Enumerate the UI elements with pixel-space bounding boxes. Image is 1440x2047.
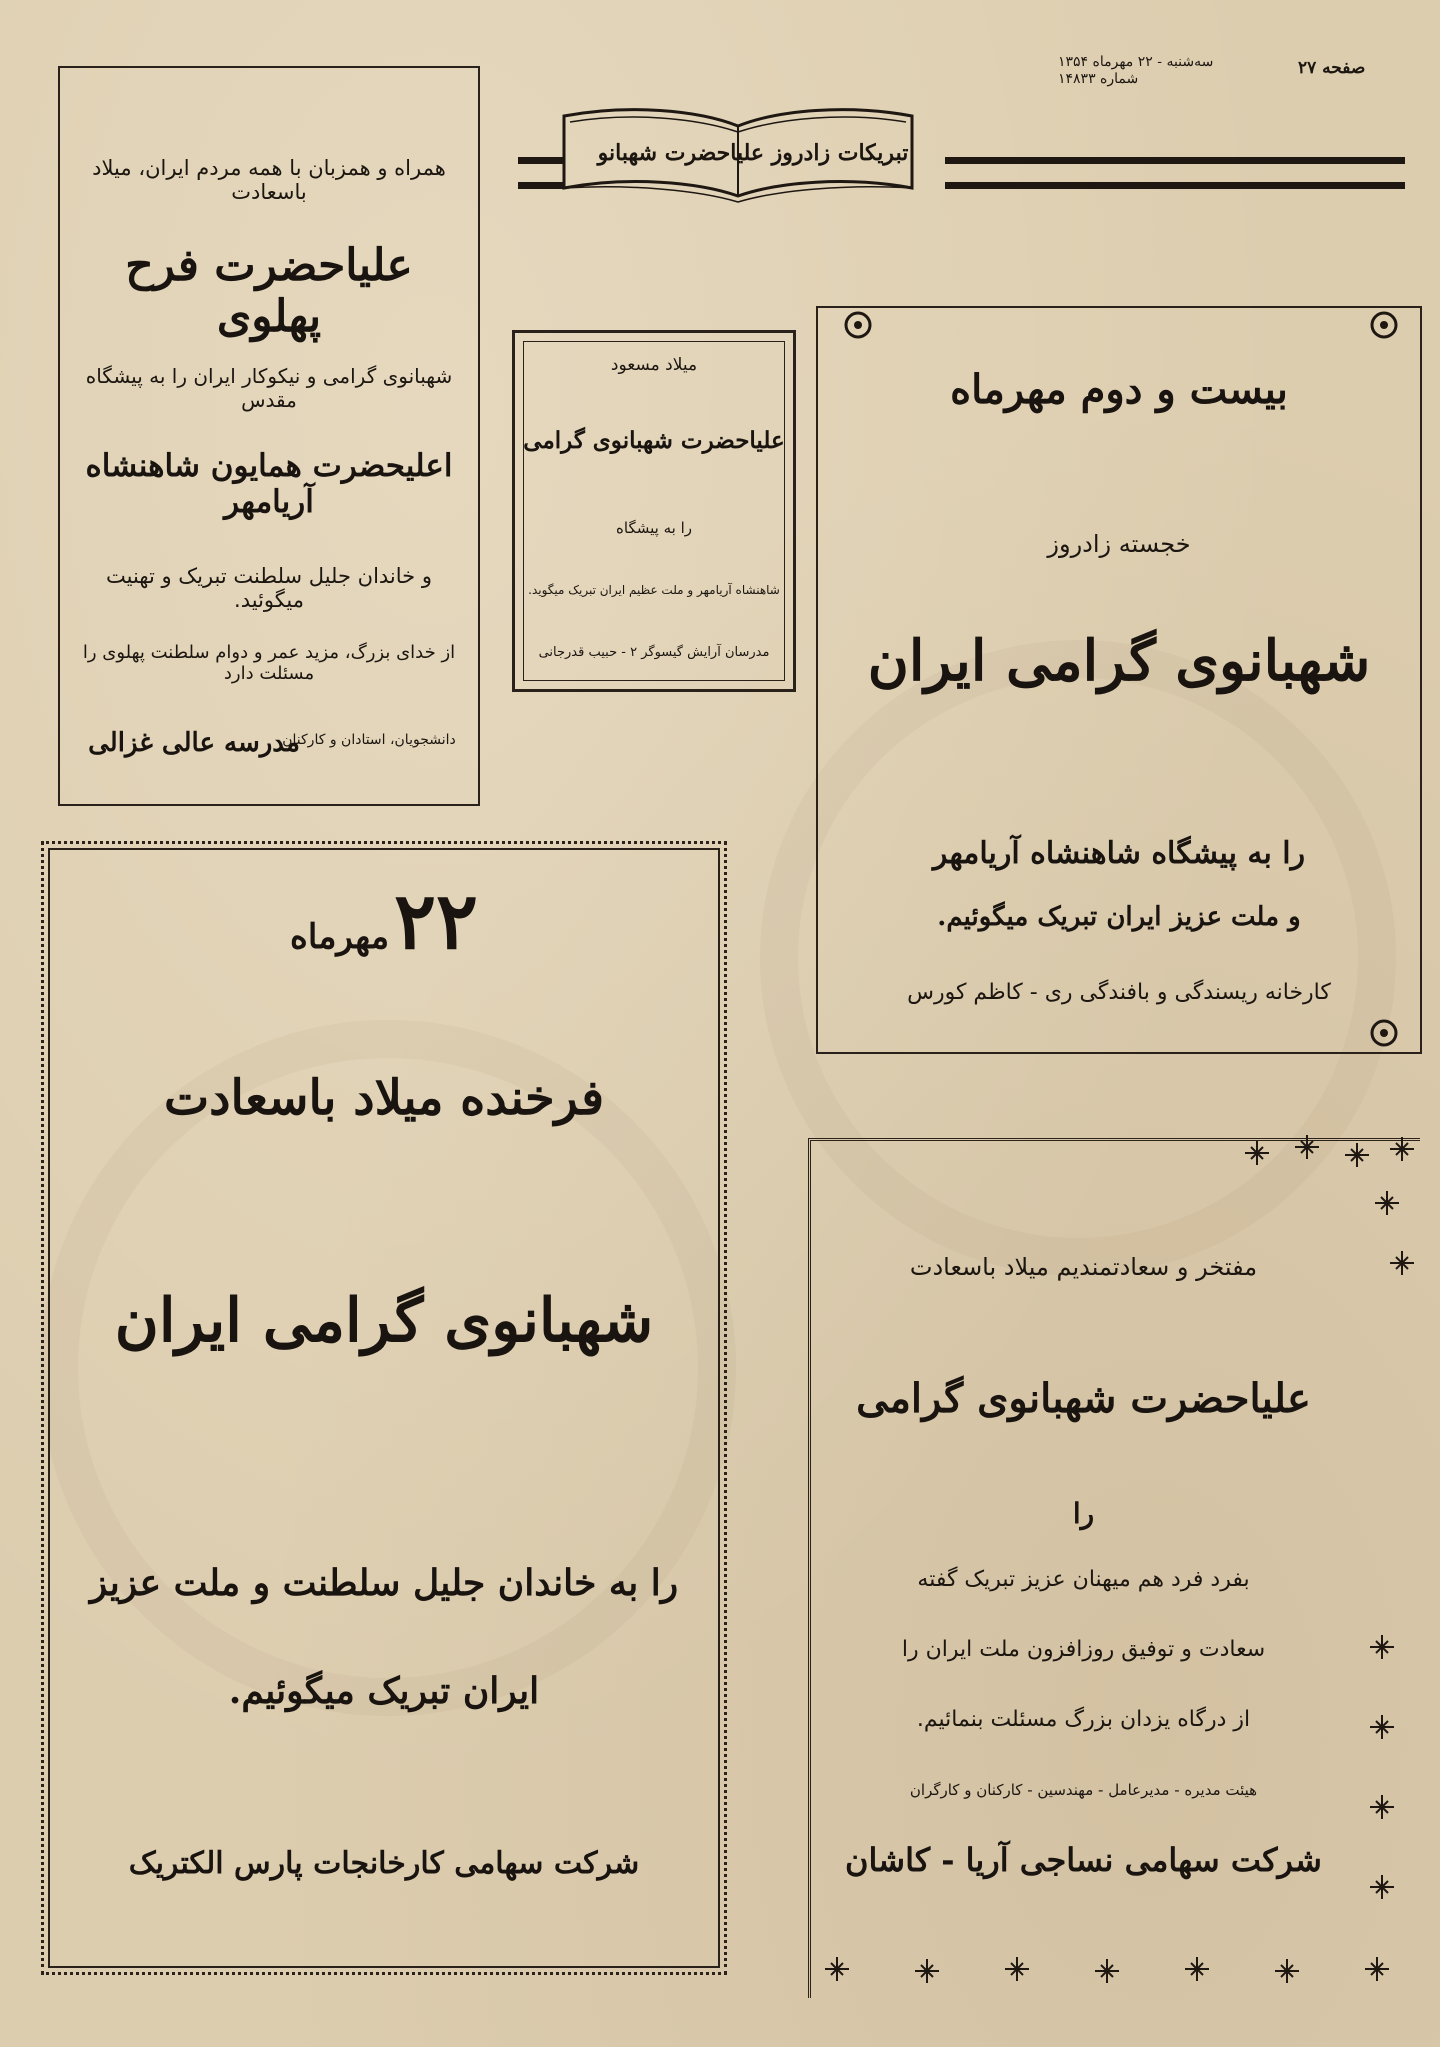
ad-ghazali-text-1: شهبانوی گرامی و نیکوکار ایران را به پیشگاه مقدس <box>85 364 453 412</box>
ad-pars-day-number: ۲۲ <box>394 876 478 967</box>
ad-arya-staff: هیئت مدیره - مدیرعامل - مهندسین - کارکنان و کارگران <box>909 1781 1258 1799</box>
ad-arya-company: شرکت سهامی نساجی آریا - کاشان <box>845 1841 1322 1879</box>
ad-arya-text-1: بفرد فرد هم میهنان عزیز تبریک گفته <box>917 1567 1250 1592</box>
flower-corner-ornament <box>828 300 888 350</box>
ad-ghazali-text-3: از خدای بزرگ، مزید عمر و دوام سلطنت پهلوی را مسئلت دارد <box>82 642 456 684</box>
ad-pars-electric <box>48 848 720 1968</box>
ad-ghazali-intro: همراه و همزبان با همه مردم ایران، میلاد باسعادت <box>92 156 446 204</box>
ad-rey-text-1: را به پیشگاه شاهنشاه آریامهر <box>932 836 1306 871</box>
ad-ghazali-shah-name: اعلیحضرت همایون شاهنشاه آریامهر <box>85 448 453 520</box>
ad-gerdjani-intro: میلاد مسعود <box>610 355 698 375</box>
ad-arya-ra: را <box>1072 1497 1095 1530</box>
ad-rey-textile <box>816 306 1422 1054</box>
ad-rey-text-2: و ملت عزیز ایران تبریک میگوئیم. <box>937 902 1301 932</box>
ad-pars-headline: شهبانوی گرامی ایران <box>114 1286 654 1356</box>
ad-ghazali-college <box>58 66 480 806</box>
ad-ghazali-text-2: و خاندان جلیل سلطنت تبریک و تهنیت میگوئید. <box>106 564 432 612</box>
ad-arya-intro: مفتخر و سعادتمندیم میلاد باسعادت <box>909 1253 1258 1281</box>
issue-date: سه‌شنبه - ۲۲ مهرماه ۱۳۵۴ <box>1058 54 1214 70</box>
ad-pars-date-line <box>66 876 702 967</box>
ad-gerdjani <box>512 330 796 692</box>
ad-arya-text-3: از درگاه یزدان بزرگ مسئلت بنمائیم. <box>916 1707 1251 1732</box>
flower-corner-ornament <box>1354 300 1414 350</box>
ad-ghazali-staff: دانشجویان، استادان و کارکنان <box>282 732 456 748</box>
snowflake-border-right <box>1351 1621 1421 1961</box>
ad-arya-text-2: سعادت و توفیق روزافزون ملت ایران را <box>901 1637 1266 1662</box>
ad-rey-signature: کارخانه ریسندگی و بافندگی ری - کاظم کورس <box>907 980 1331 1005</box>
snowflake-border-bottom <box>811 1953 1411 1997</box>
ad-rey-headline: شهبانوی گرامی ایران <box>867 628 1371 694</box>
ad-pars-month: مهرماه <box>290 917 390 957</box>
ad-arya-empress: علیاحضرت شهبانوی گرامی <box>856 1375 1311 1422</box>
ad-gerdjani-text-1: را به پیشگاه <box>616 519 692 537</box>
ad-gerdjani-signature: مدرسان آرایش گیسوگر ۲ - حبیب قدرجانی <box>538 645 770 660</box>
flower-corner-ornament <box>1354 1008 1414 1058</box>
ad-pars-subtitle: فرخنده میلاد باسعادت <box>163 1070 605 1126</box>
ad-pars-text-1: را به خاندان جلیل سلطنت و ملت عزیز <box>89 1562 679 1604</box>
ad-rey-date: بیست و دوم مهرماه <box>950 366 1288 413</box>
page-number: صفحه ۲۷ <box>1298 58 1366 78</box>
ad-arya-kashan <box>808 1138 1420 1998</box>
issue-number: شماره ۱۴۸۳۳ <box>1058 71 1139 87</box>
ad-pars-signature: شرکت سهامی کارخانجات پارس الکتریک <box>128 1846 640 1881</box>
banner-rule-top-right <box>945 157 1405 164</box>
ad-pars-text-2: ایران تبریک میگوئیم. <box>228 1670 540 1712</box>
ad-gerdjani-empress: علیاحضرت شهبانوی گرامی <box>523 427 785 454</box>
ad-gerdjani-text-2: شاهنشاه آریامهر و ملت عظیم ایران تبریک میگوید. <box>528 583 780 597</box>
banner-rule-bottom-right <box>945 182 1405 189</box>
ad-ghazali-college-name: مدرسه عالی غزالی <box>88 728 300 758</box>
ad-ghazali-empress-name: علیاحضرت فرح پهلوی <box>125 240 413 342</box>
banner-title: تبریکات زادروز علیاحضرت شهبانو <box>597 140 909 166</box>
ad-rey-subtitle: خجسته زادروز <box>1047 530 1191 558</box>
ad-gerdjani-inner-border <box>523 341 785 681</box>
